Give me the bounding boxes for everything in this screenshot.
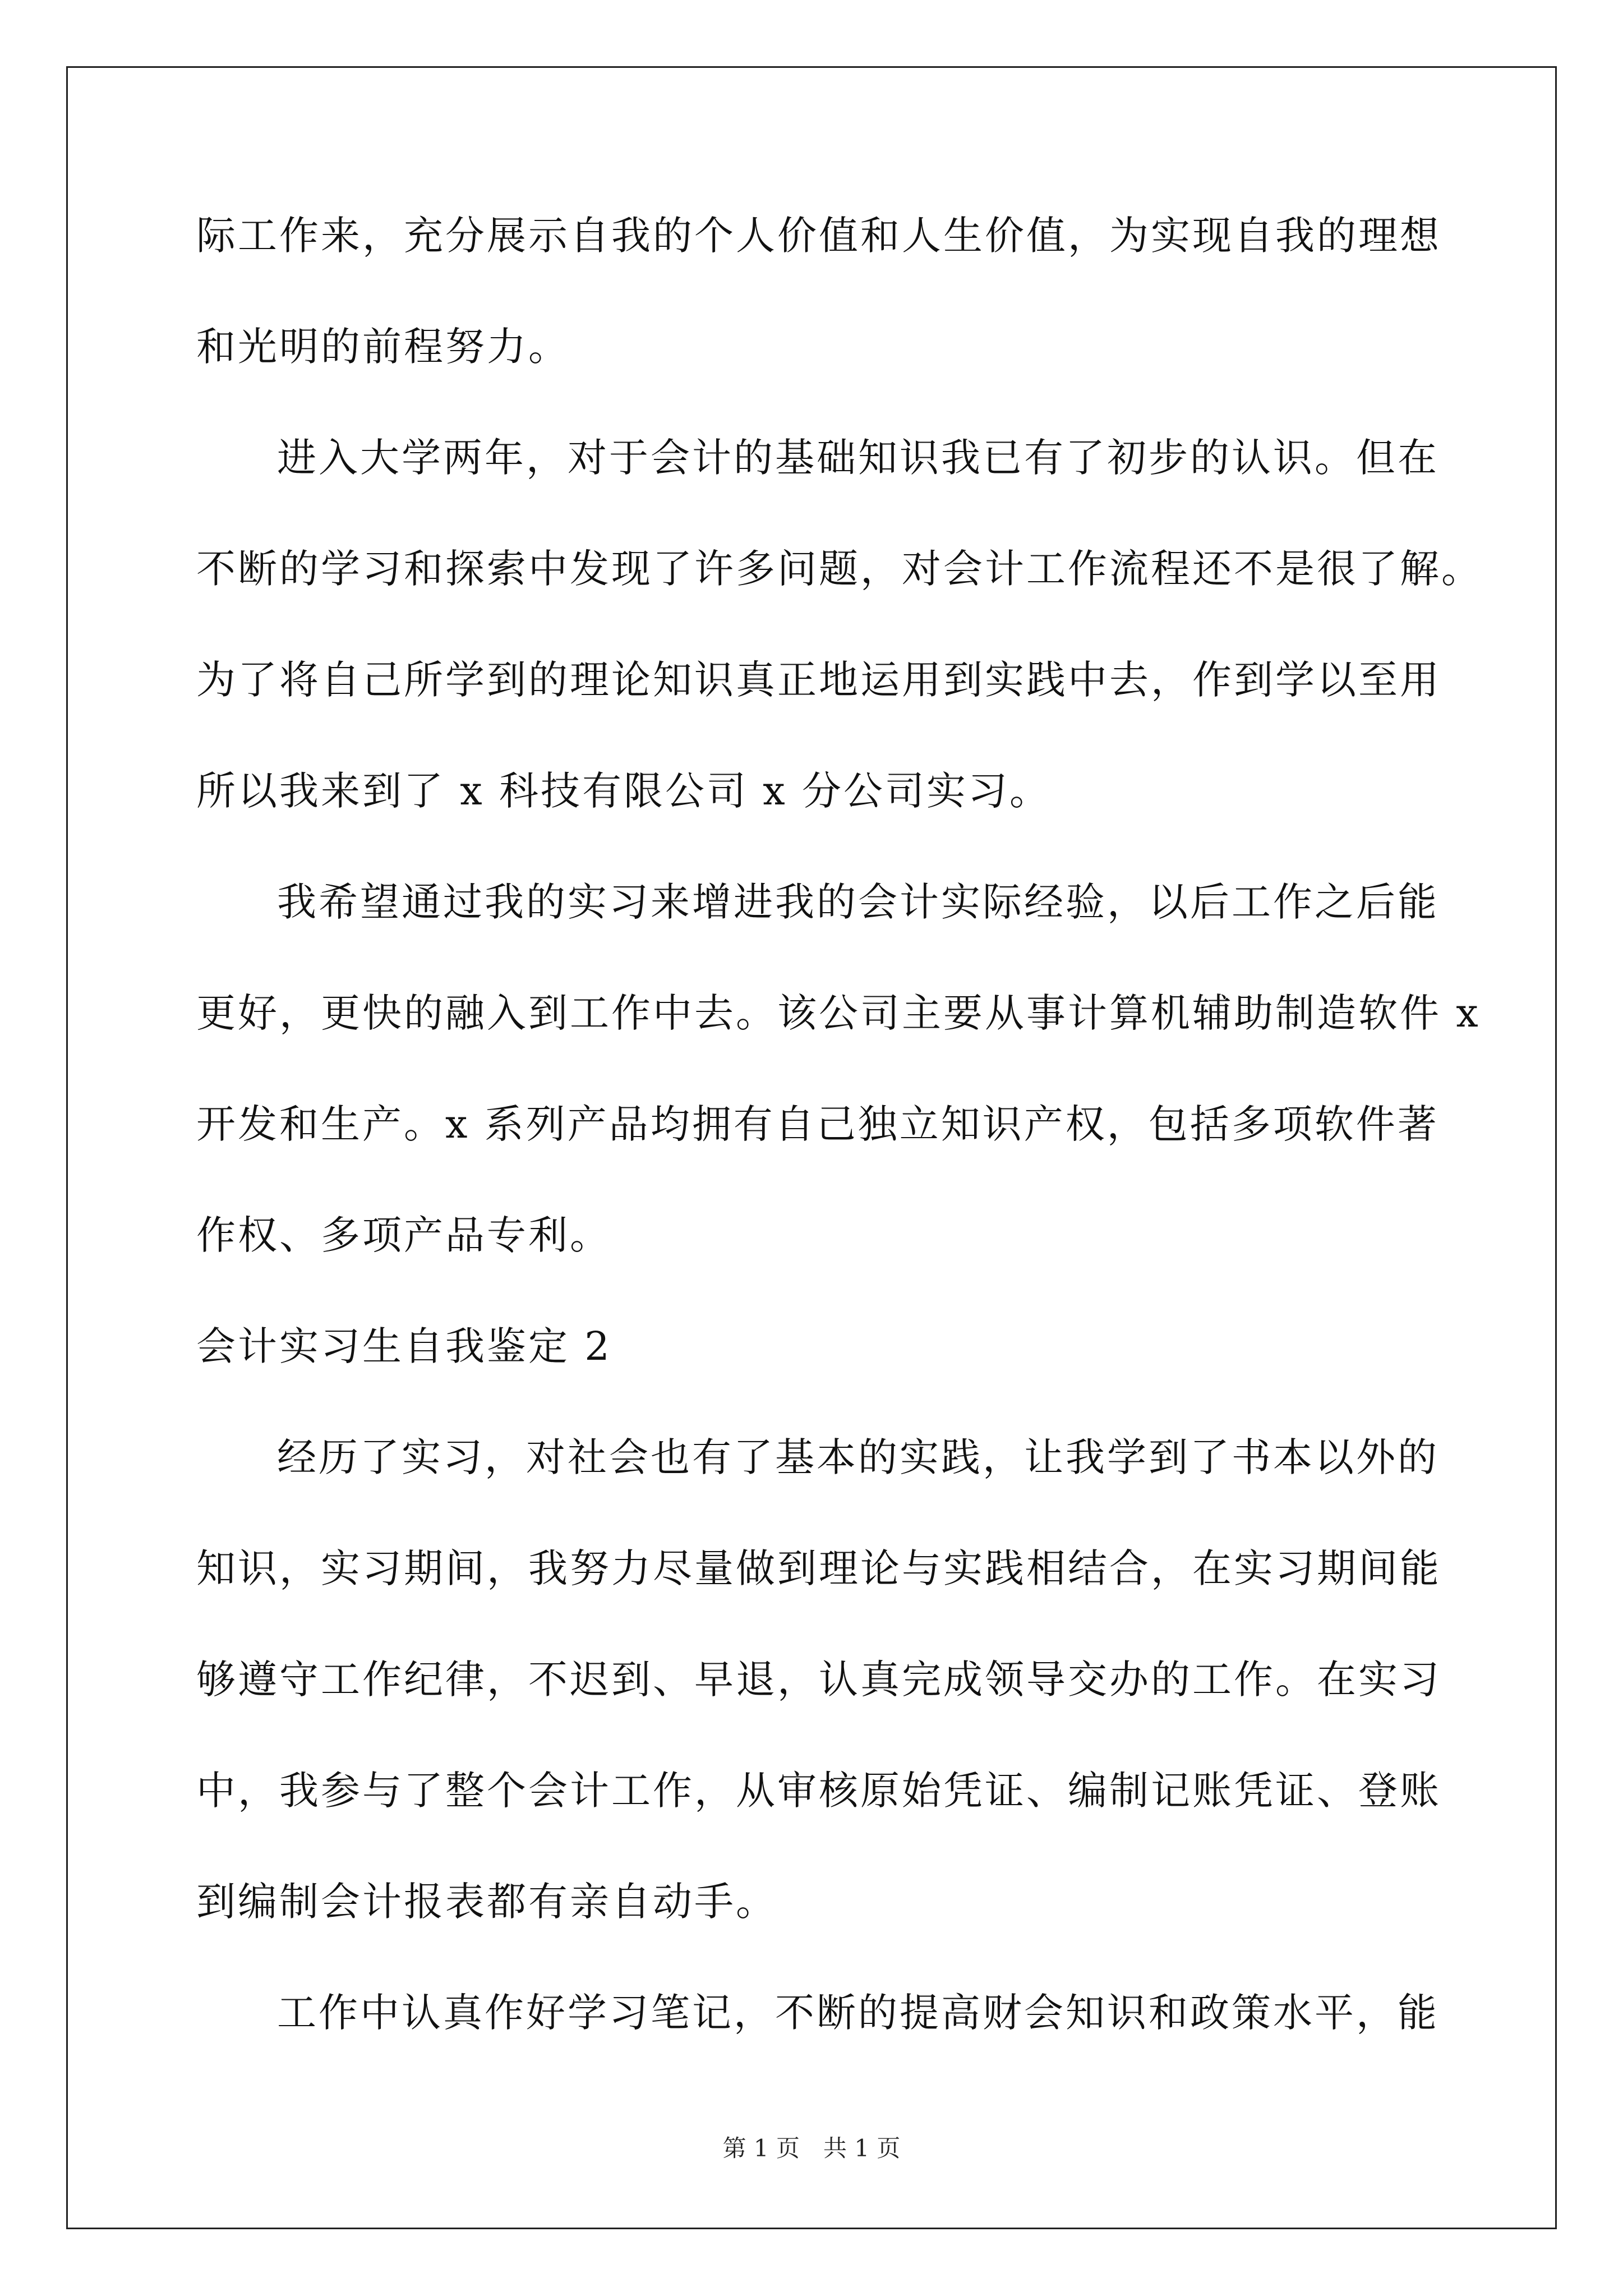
text-line: 所以我来到了 x 科技有限公司 x 分公司实习。 bbox=[196, 768, 1051, 814]
paragraph-first-line: 进入大学两年，对于会计的基础知识我已有了初步的认识。但在 bbox=[277, 435, 1439, 481]
text-line: 到编制会计报表都有亲自动手。 bbox=[196, 1879, 777, 1925]
paragraph-first-line: 我希望通过我的实习来增进我的会计实际经验，以后工作之后能 bbox=[277, 879, 1439, 925]
text-line: 开发和生产。x 系列产品均拥有自己独立知识产权，包括多项软件著 bbox=[196, 1101, 1439, 1147]
text-line: 够遵守工作纪律，不迟到、早退，认真完成领导交办的工作。在实习 bbox=[196, 1657, 1441, 1703]
text-line: 不断的学习和探索中发现了许多问题，对会计工作流程还不是很了解。 bbox=[196, 546, 1483, 592]
paragraph-first-line: 工作中认真作好学习笔记，不断的提高财会知识和政策水平，能 bbox=[277, 1990, 1439, 2036]
section-heading: 会计实习生自我鉴定 2 bbox=[196, 1323, 612, 1369]
document-body bbox=[196, 208, 1483, 2041]
text-line: 知识，实习期间，我努力尽量做到理论与实践相结合，在实习期间能 bbox=[196, 1545, 1441, 1591]
text-line: 际工作来，充分展示自我的个人价值和人生价值，为实现自我的理想 bbox=[196, 213, 1441, 259]
text-line: 作权、多项产品专利。 bbox=[196, 1212, 611, 1258]
page-footer: 第 1 页 共 1 页 bbox=[722, 2134, 901, 2162]
paragraph-first-line: 经历了实习，对社会也有了基本的实践，让我学到了书本以外的 bbox=[277, 1434, 1439, 1480]
text-line: 中，我参与了整个会计工作，从审核原始凭证、编制记账凭证、登账 bbox=[196, 1768, 1441, 1814]
text-line: 和光明的前程努力。 bbox=[196, 324, 570, 370]
text-line: 为了将自己所学到的理论知识真正地运用到实践中去，作到学以至用 bbox=[196, 657, 1441, 703]
text-line: 更好，更快的融入到工作中去。该公司主要从事计算机辅助制造软件 x bbox=[196, 990, 1481, 1036]
